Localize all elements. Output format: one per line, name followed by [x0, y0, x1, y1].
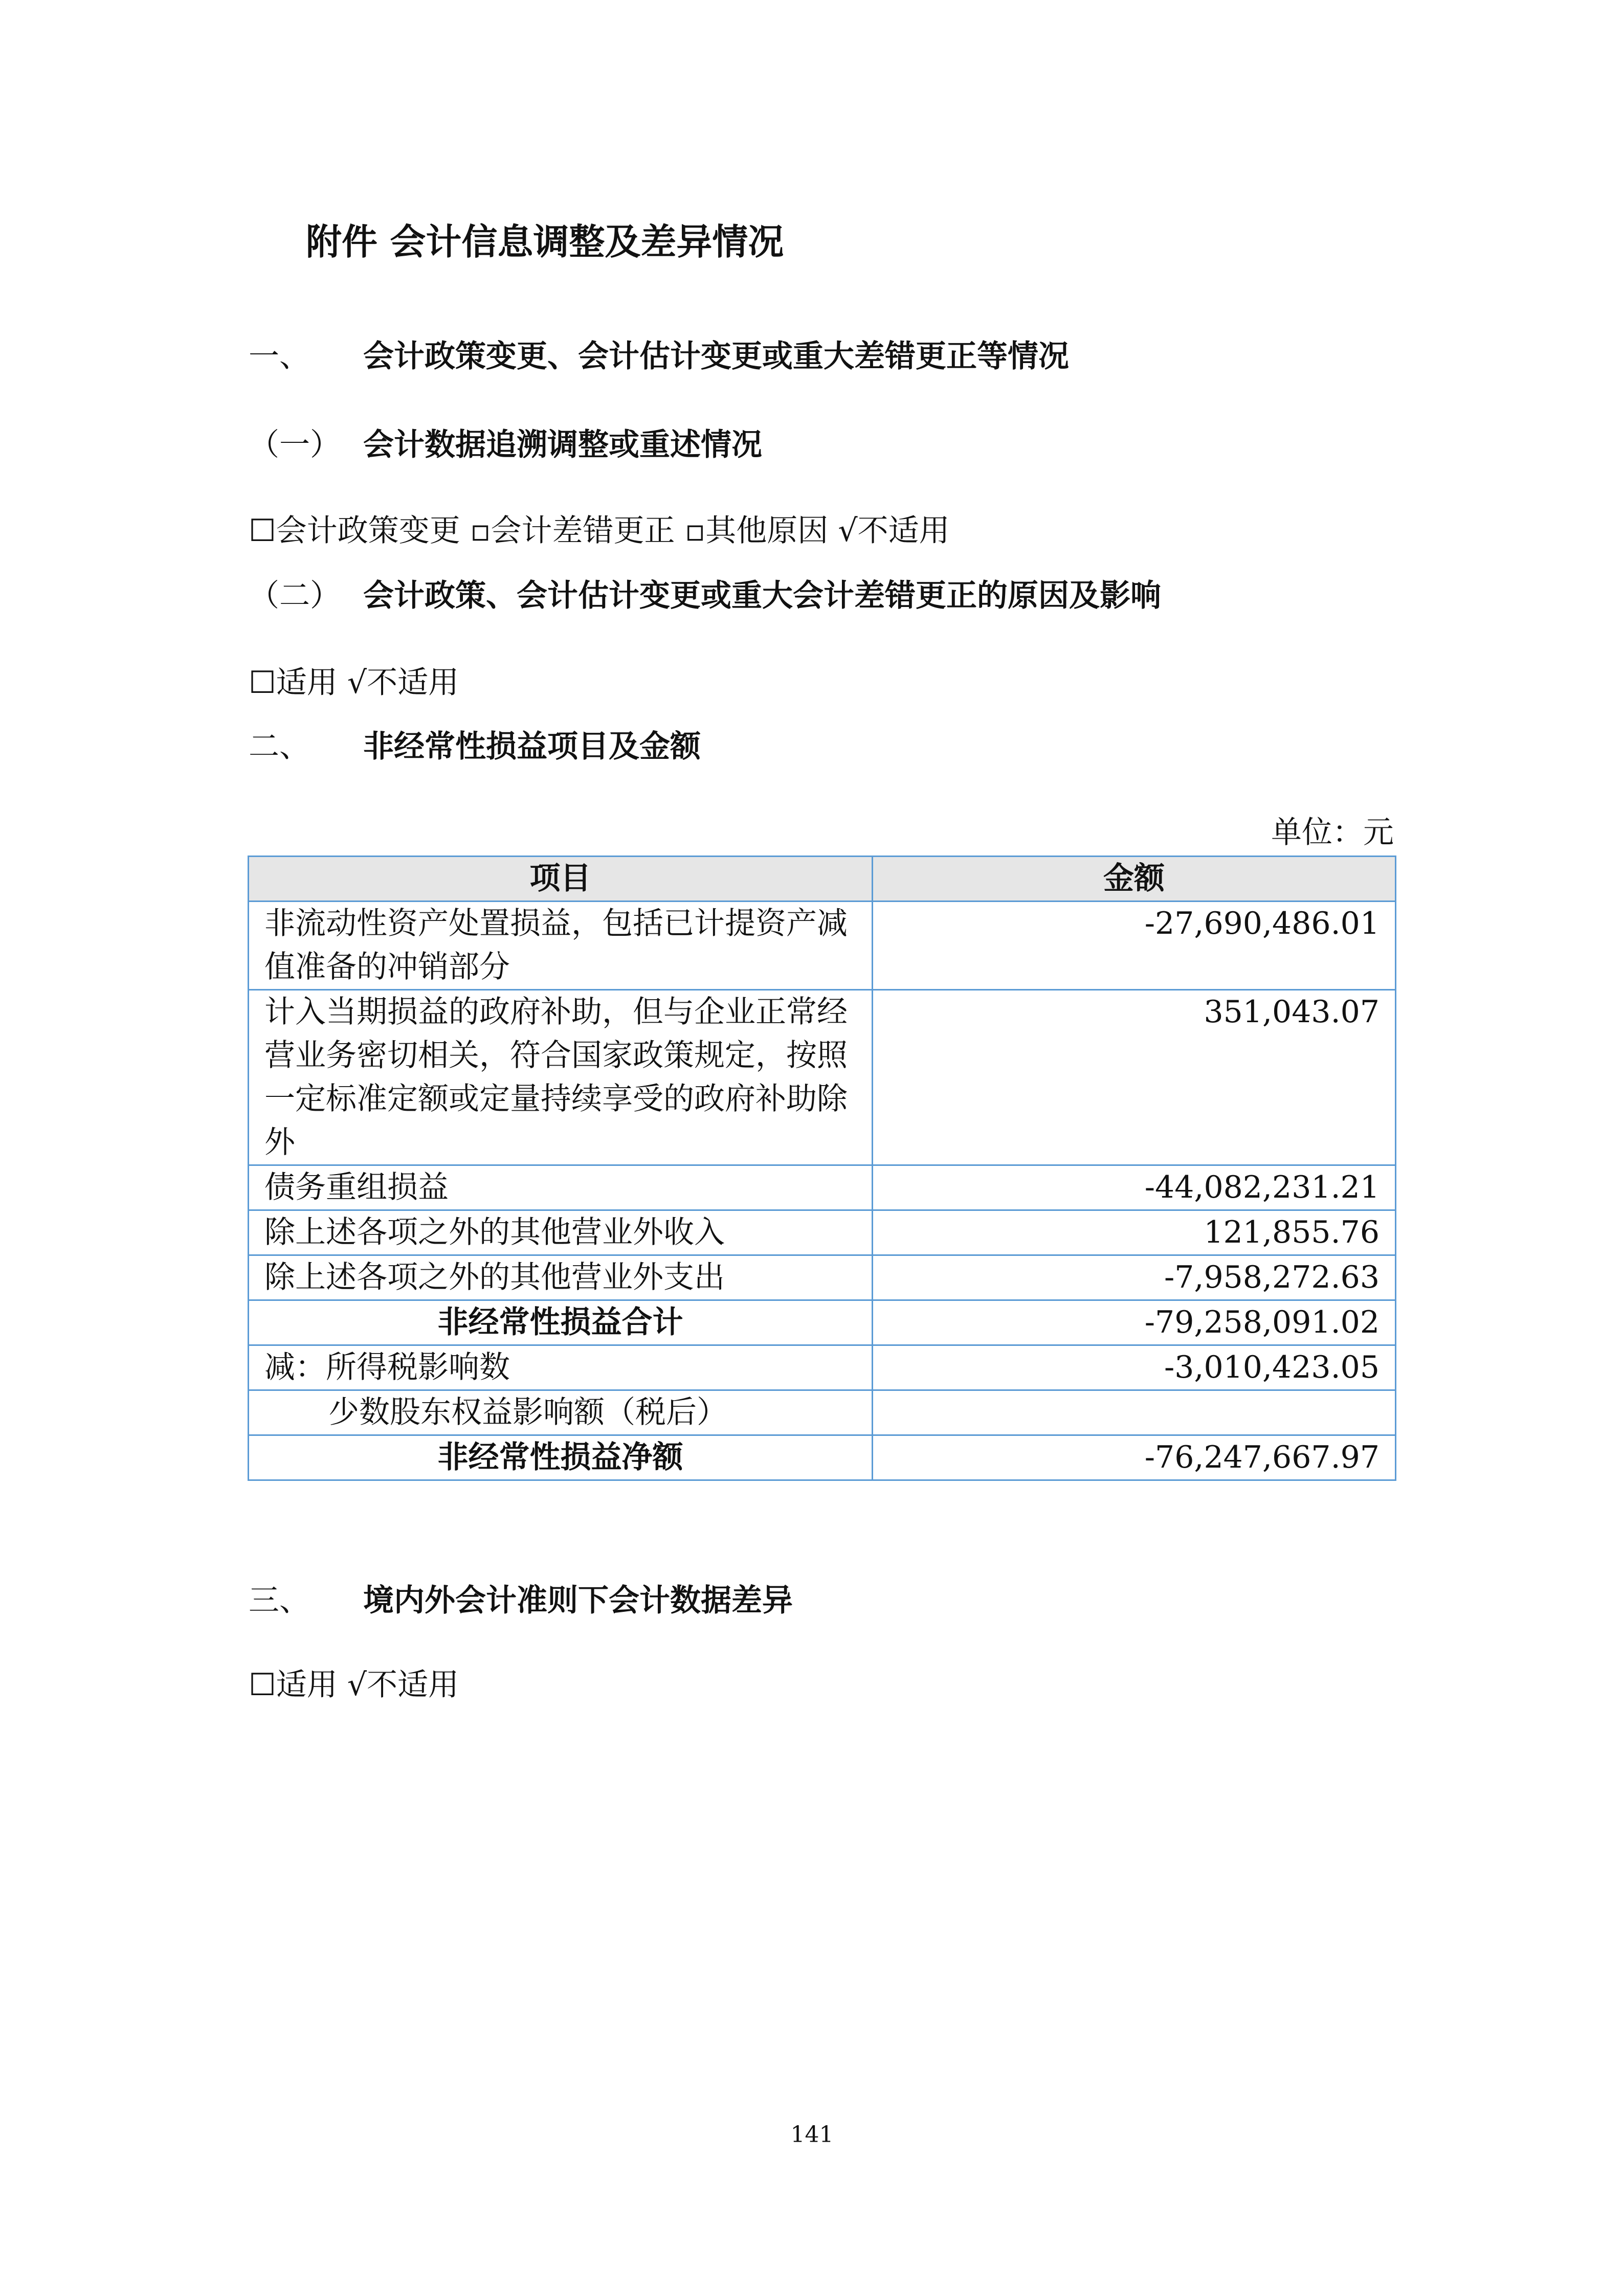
row-label: 减：所得税影响数: [249, 1345, 873, 1390]
row-label: 少数股东权益影响额（税后）: [249, 1390, 873, 1435]
row-amount: -79,258,091.02: [873, 1300, 1396, 1345]
section-2-heading: [249, 726, 701, 767]
section-1-1-heading: [249, 424, 762, 465]
section-2-number: 二、: [249, 729, 310, 764]
table-row: [249, 990, 1396, 1165]
row-amount: 351,043.07: [873, 990, 1396, 1165]
section-1-1-title: 会计数据追溯调整或重述情况: [363, 427, 762, 463]
section-1-1-number: （一）: [249, 427, 341, 463]
row-amount: -7,958,272.63: [873, 1255, 1396, 1300]
section-1-heading: [249, 336, 1069, 377]
section-3-title: 境内外会计准则下会计数据差异: [363, 1583, 793, 1618]
section-1-2-number: （二）: [249, 578, 341, 614]
subtotal-row: [249, 1300, 1396, 1345]
section-2-title: 非经常性损益项目及金额: [363, 729, 701, 764]
table-row: [249, 1345, 1396, 1390]
row-label: 非流动性资产处置损益，包括已计提资产减值准备的冲销部分: [249, 902, 873, 990]
row-amount: [873, 1390, 1396, 1435]
row-amount: -44,082,231.21: [873, 1165, 1396, 1210]
section-1-number: 一、: [249, 339, 310, 374]
table-row: [249, 902, 1396, 990]
page-number: 141: [790, 2122, 834, 2148]
table-row: [249, 1255, 1396, 1300]
row-amount: -27,690,486.01: [873, 902, 1396, 990]
table-row: [249, 1165, 1396, 1210]
header-item: 项目: [249, 857, 873, 902]
row-amount: -76,247,667.97: [873, 1435, 1396, 1480]
row-amount: -3,010,423.05: [873, 1345, 1396, 1390]
row-label: 除上述各项之外的其他营业外支出: [249, 1255, 873, 1300]
section-3-heading: [249, 1580, 793, 1621]
row-label: 计入当期损益的政府补助，但与企业正常经营业务密切相关，符合国家政策规定，按照一定标准定额或定量持续享受的政府补助除外: [249, 990, 873, 1165]
table-row: [249, 1210, 1396, 1255]
unit-label: 单位：元: [1271, 815, 1394, 850]
row-label: 除上述各项之外的其他营业外收入: [249, 1210, 873, 1255]
row-label: 非经常性损益净额: [249, 1435, 873, 1480]
non-recurring-items-table: [248, 856, 1396, 1481]
row-amount: 121,855.76: [873, 1210, 1396, 1255]
page-title: 附件 会计信息调整及差异情况: [306, 221, 784, 263]
section-3-options: ☐适用 √不适用: [249, 1667, 459, 1703]
table-row: [249, 1390, 1396, 1435]
section-1-title: 会计政策变更、会计估计变更或重大差错更正等情况: [363, 339, 1069, 374]
section-1-2-title: 会计政策、会计估计变更或重大会计差错更正的原因及影响: [363, 578, 1161, 614]
section-1-2-heading: [249, 575, 1161, 616]
section-1-2-options: ☐适用 √不适用: [249, 665, 459, 701]
section-3-number: 三、: [249, 1583, 310, 1618]
row-label: 非经常性损益合计: [249, 1300, 873, 1345]
total-row: [249, 1435, 1396, 1480]
row-label: 债务重组损益: [249, 1165, 873, 1210]
section-1-1-options: ☐会计政策变更 ▫会计差错更正 ▫其他原因 √不适用: [249, 513, 950, 549]
header-amount: 金额: [873, 857, 1396, 902]
table-header-row: [249, 857, 1396, 902]
